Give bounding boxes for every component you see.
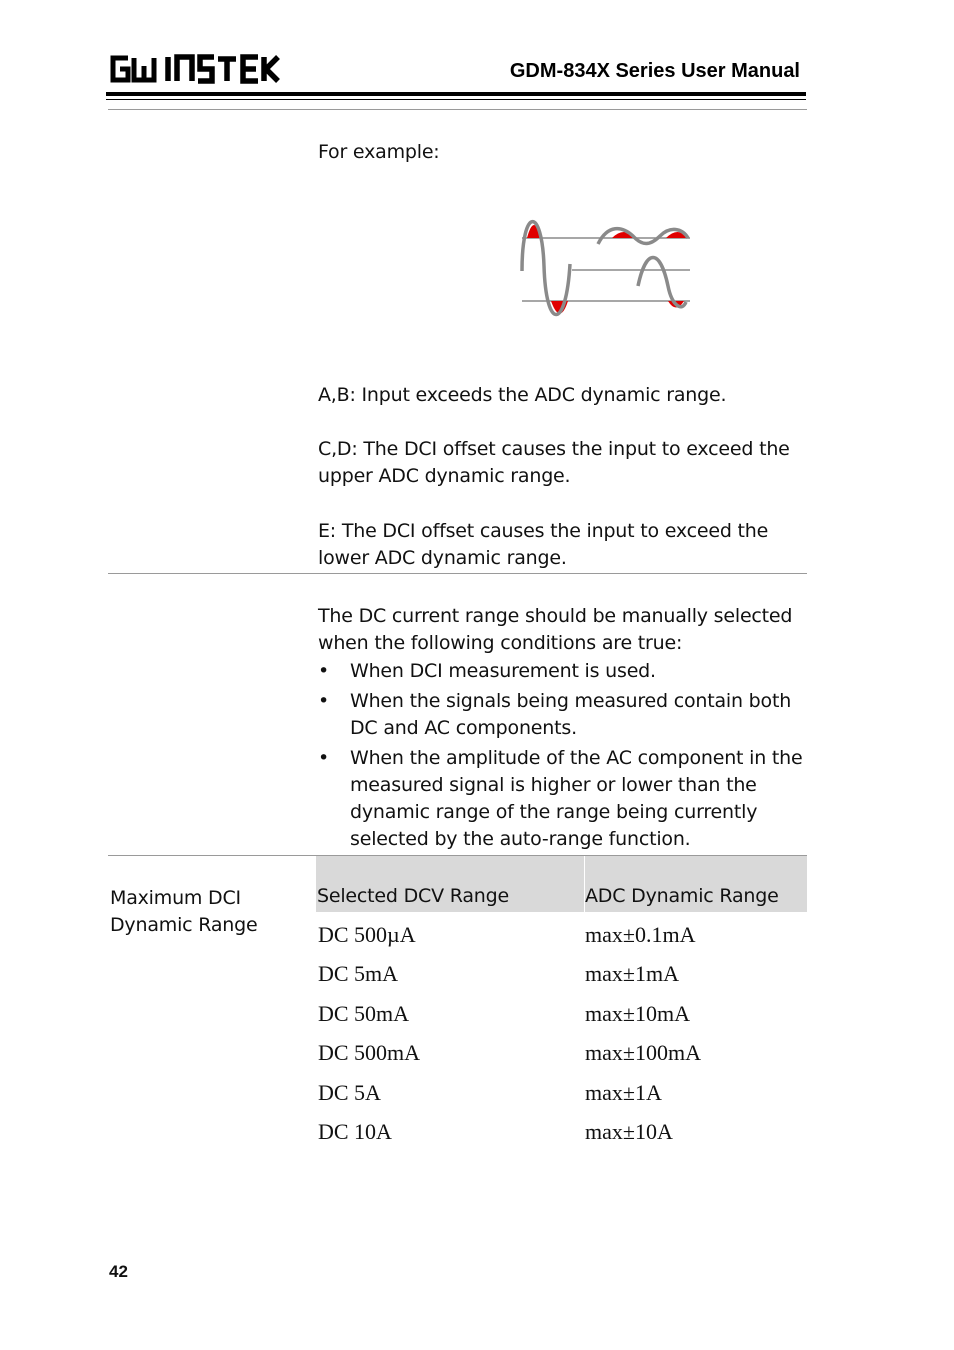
header-adc-range: ADC Dynamic Range <box>585 885 779 907</box>
table-cell: DC 5mA <box>318 961 399 987</box>
table-cell: DC 5A <box>318 1079 381 1105</box>
table-cell: DC 10A <box>318 1118 392 1144</box>
manual-range-intro: The DC current range should be manually selected when the following conditions are true: <box>318 605 793 654</box>
gw-instek-logo <box>108 54 280 84</box>
header-rule-thick <box>106 92 806 96</box>
waveform-clipping-diagram <box>518 216 692 322</box>
document-title: GDM-834X Series User Manual <box>509 60 800 82</box>
table-row <box>316 1070 807 1109</box>
list-item: • When the amplitude of the AC component in the measured signal is higher or lower than the dynamic range of the range being currently selected by the auto-range function. <box>318 745 803 853</box>
table-cell: max±10A <box>585 1118 673 1144</box>
note-ab: A,B: Input exceeds the ADC dynamic range. <box>318 384 727 406</box>
header-rule-thin <box>106 99 806 100</box>
example-intro: For example: <box>318 141 440 163</box>
table-cell: DC 500µA <box>318 922 416 947</box>
dci-range-table <box>316 856 807 1148</box>
table-row <box>316 951 807 990</box>
note-cd: C,D: The DCI offset causes the input to exceed the upper ADC dynamic range. <box>318 438 790 487</box>
header-selected-range: Selected DCV Range <box>317 885 509 907</box>
section-label: Maximum DCI Dynamic Range <box>110 887 258 936</box>
conditions-list <box>318 658 803 856</box>
section-divider <box>108 109 807 110</box>
table-row <box>316 1030 807 1069</box>
table-cell: max±1mA <box>585 961 679 987</box>
note-e: E: The DCI offset causes the input to exceed the lower ADC dynamic range. <box>318 520 769 569</box>
table-cell: max±0.1mA <box>585 922 696 947</box>
table-cell: max±1A <box>585 1079 662 1105</box>
table-row <box>316 1109 807 1148</box>
list-item: • When DCI measurement is used. <box>318 658 803 685</box>
section-divider <box>108 573 807 574</box>
table-cell: DC 50mA <box>318 1000 410 1026</box>
table-row <box>316 991 807 1030</box>
table-row <box>316 912 807 951</box>
list-item: • When the signals being measured contain both DC and AC components. <box>318 688 803 742</box>
table-cell: max±100mA <box>585 1040 701 1066</box>
page-number: 42 <box>109 1262 128 1281</box>
table-cell: DC 500mA <box>318 1040 421 1066</box>
table-header <box>316 856 807 912</box>
table-cell: max±10mA <box>585 1000 690 1026</box>
